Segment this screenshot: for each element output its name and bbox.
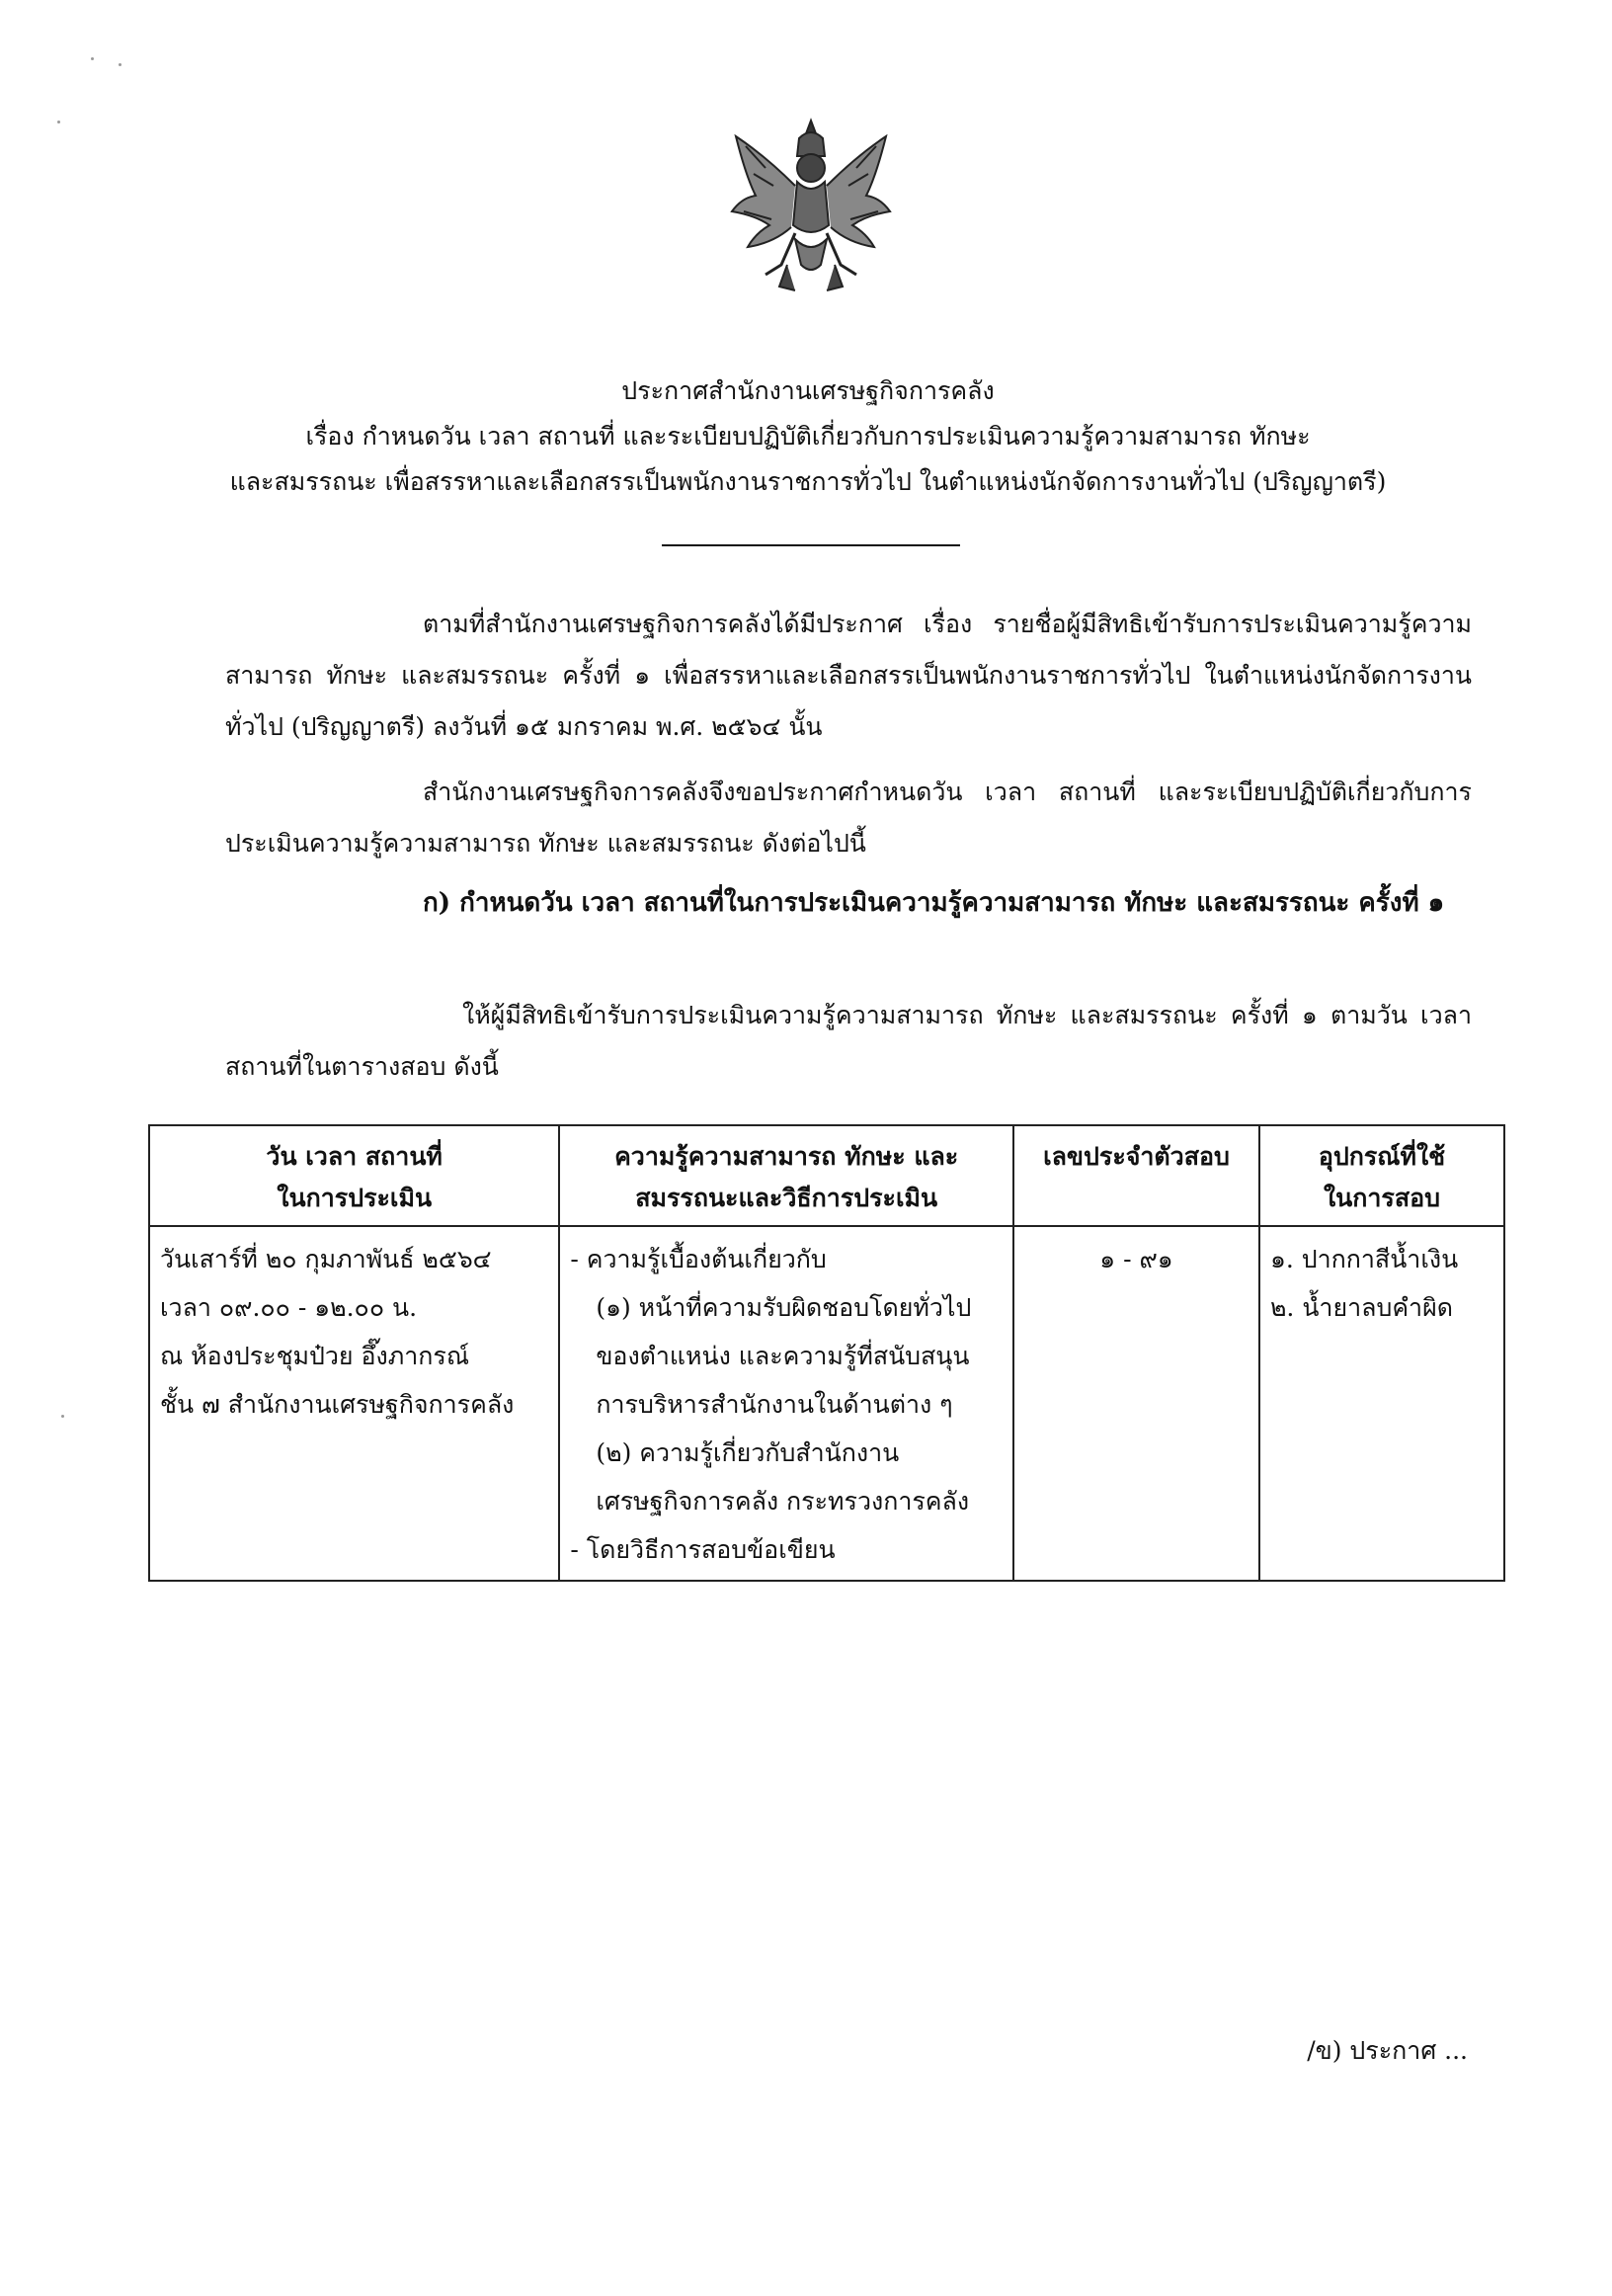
content-line: (๑) หน้าที่ความรับผิดชอบโดยทั่วไป <box>596 1293 972 1322</box>
garuda-emblem-icon <box>726 117 896 296</box>
exam-schedule-table <box>148 1124 1505 1582</box>
header-content: ความรู้ความสามารถ ทักษะ และ สมรรถนะและวิธีการประเมิน <box>559 1125 1013 1226</box>
title-divider <box>662 544 960 546</box>
paragraph-reference-text: ตามที่สำนักงานเศรษฐกิจการคลังได้มีประกาศ เรื่อง รายชื่อผู้มีสิทธิเข้ารับการประเมินความรู้ความสามารถ ทักษะ และสมรรถนะ ครั้งที่ ๑ เพื่อสรรหาและเลือกสรรเป็นพนักงานราชการทั่วไป ในตำแหน่งนักจัดการงานทั่วไป (ปริญญาตรี) ลงวันที่ ๑๕ มกราคม พ.ศ. ๒๕๖๔ นั้น <box>225 610 1472 741</box>
content-line: - โดยวิธีการสอบข้อเขียน <box>570 1535 836 1564</box>
content-line: (๒) ความรู้เกี่ยวกับสำนักงาน <box>596 1438 900 1467</box>
paragraph-announcement <box>225 767 1472 869</box>
scan-speck <box>91 57 94 60</box>
cell-exam-ids: ๑ - ๙๑ <box>1013 1226 1259 1581</box>
cell-schedule <box>149 1226 559 1581</box>
paragraph-announcement-text: สำนักงานเศรษฐกิจการคลังจึงขอประกาศกำหนดวัน เวลา สถานที่ และระเบียบปฏิบัติเกี่ยวกับการประเมินความรู้ความสามารถ ทักษะ และสมรรถนะ ดังต่อไปนี้ <box>225 778 1472 858</box>
section-a-heading <box>225 877 1472 929</box>
scan-speck <box>57 121 60 123</box>
equipment-item: ๑. ปากกาสีน้ำเงิน <box>1269 1245 1459 1273</box>
announcement-title: ประกาศสำนักงานเศรษฐกิจการคลัง <box>621 376 995 405</box>
section-a-paragraph-text: ให้ผู้มีสิทธิเข้ารับการประเมินความรู้ความสามารถ ทักษะ และสมรรถนะ ครั้งที่ ๑ ตามวัน เวลา สถานที่ในตารางสอบ ดังนี้ <box>225 1001 1472 1081</box>
announcement-subject-line-1: เรื่อง กำหนดวัน เวลา สถานที่ และระเบียบปฏิบัติเกี่ยวกับการประเมินความรู้ความสามารถ ทักษะ <box>305 422 1311 451</box>
table-header-row <box>149 1125 1504 1226</box>
cell-content <box>559 1226 1013 1581</box>
schedule-time: เวลา ๐๙.๐๐ - ๑๒.๐๐ น. <box>160 1293 418 1322</box>
schedule-room: ณ ห้องประชุมป๋วย อึ๊งภากรณ์ <box>160 1342 470 1370</box>
content-line: ของตำแหน่ง และความรู้ที่สนับสนุน <box>596 1342 970 1370</box>
content-line: - ความรู้เบื้องต้นเกี่ยวกับ <box>570 1245 827 1273</box>
table-row <box>149 1226 1504 1581</box>
section-a-heading-text: ก) กำหนดวัน เวลา สถานที่ในการประเมินความรู้ความสามารถ ทักษะ และสมรรถนะ ครั้งที่ ๑ <box>423 888 1445 918</box>
equipment-item: ๒. น้ำยาลบคำผิด <box>1269 1293 1453 1322</box>
content-line: เศรษฐกิจการคลัง กระทรวงการคลัง <box>596 1487 970 1516</box>
schedule-date: วันเสาร์ที่ ๒๐ กุมภาพันธ์ ๒๕๖๔ <box>160 1245 492 1273</box>
cell-equipment <box>1259 1226 1504 1581</box>
scan-speck <box>61 1415 64 1418</box>
scan-speck <box>119 63 121 66</box>
header-exam-id: เลขประจำตัวสอบ <box>1013 1125 1259 1226</box>
announcement-subject-line-2: และสมรรถนะ เพื่อสรรหาและเลือกสรรเป็นพนักงานราชการทั่วไป ในตำแหน่งนักจัดการงานทั่วไป (ปริญญาตรี) <box>229 467 1387 496</box>
continuation-note: /ข) ประกาศ ... <box>1307 2036 1468 2065</box>
schedule-floor: ชั้น ๗ สำนักงานเศรษฐกิจการคลัง <box>160 1390 515 1419</box>
paragraph-reference <box>225 599 1472 753</box>
section-a-paragraph <box>225 990 1472 1093</box>
header-equipment: อุปกรณ์ที่ใช้ ในการสอบ <box>1259 1125 1504 1226</box>
content-line: การบริหารสำนักงานในด้านต่าง ๆ <box>596 1390 953 1419</box>
header-schedule: วัน เวลา สถานที่ ในการประเมิน <box>149 1125 559 1226</box>
